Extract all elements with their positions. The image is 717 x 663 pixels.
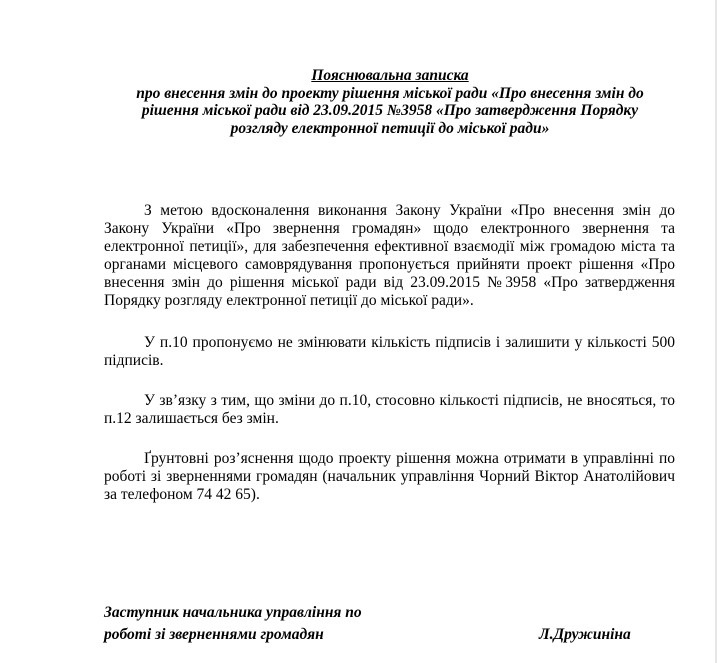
signatory-name: Л.Дружиніна — [539, 626, 631, 643]
title-line-1: про внесення змін до проекту рішення міської ради «Про внесення змін до — [136, 84, 644, 102]
paragraph-3-text: У зв’язку з тим, що зміни до п.10, стосовно кількості підписів, не вносяться, то п.12 залишається без змін. — [104, 392, 675, 427]
paragraph-2 — [104, 334, 675, 370]
signatory-position-line-1: Заступник начальника управління по — [104, 604, 362, 621]
paragraph-3 — [104, 392, 675, 428]
signatory-position-line-2: роботі зі зверненнями громадян — [104, 626, 324, 643]
paragraph-2-text: У п.10 пропонуємо не змінювати кількість підписів і залишити у кількості 500 підписів. — [104, 334, 675, 369]
document-title — [60, 67, 717, 137]
paragraph-1 — [104, 202, 675, 310]
title-heading: Пояснювальна записка — [311, 67, 469, 84]
signatory-position — [104, 602, 362, 646]
title-line-3: розгляду електронної петиції до міської ради» — [230, 119, 550, 137]
paragraph-1-text: З метою вдосконалення виконання Закону України «Про внесення змін до Закону України «Про звернення громадян» щодо електронного звернення та електронної петиції», для забезпечення ефективної взаємодії між громадою міста та органами місцевого самоврядування пропонується прийняти проект рішення «Про внесення змін до рішення міської ради від 23.09.2015 №3958 «Про затвердження Порядку розгляду електронної петиції до міської ради». — [104, 202, 675, 309]
paragraph-4-text: Ґрунтовні роз’яснення щодо проекту рішення можна отримати в управлінні по роботі зі зверненнями громадян (начальник управління Чорний Віктор Анатолійович за телефоном 74 42 65). — [104, 450, 675, 503]
title-line-2: рішення міської ради від 23.09.2015 №3958 «Про затвердження Порядку — [141, 102, 639, 119]
paragraph-4 — [104, 450, 675, 504]
